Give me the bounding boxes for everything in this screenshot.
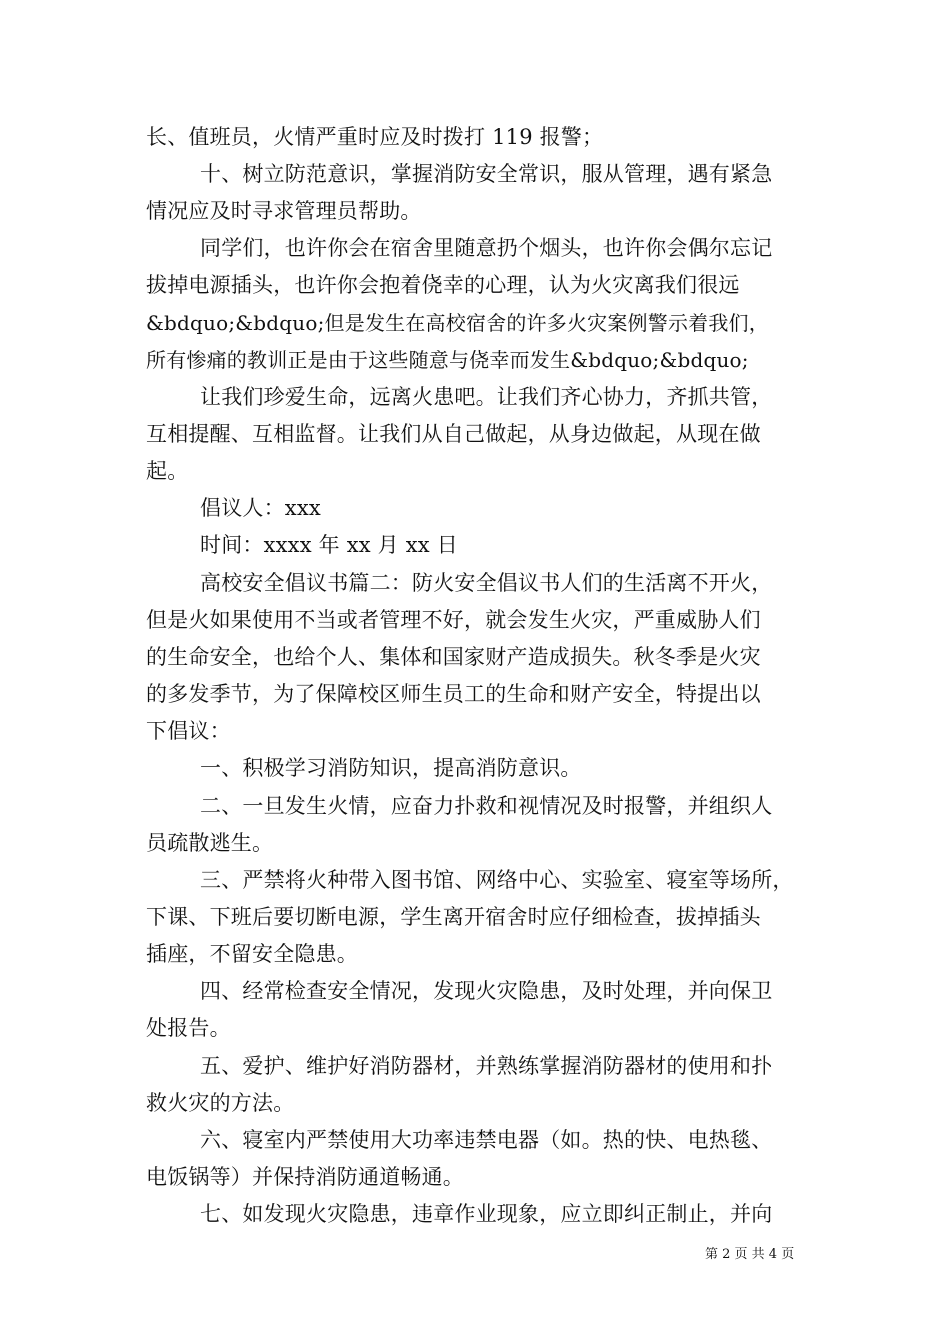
- text-line: 员疏散逃生。: [146, 831, 274, 855]
- text-line: 高校安全倡议书篇二：防火安全倡议书人们的生活离不开火，: [200, 571, 773, 595]
- text-line: 同学们，也许你会在宿舍里随意扔个烟头，也许你会偶尔忘记: [200, 236, 773, 260]
- text-line: 十、树立防范意识，掌握消防安全常识，服从管理，遇有紧急: [200, 162, 773, 186]
- text-line: 互相提醒、互相监督。让我们从自己做起，从身边做起，从现在做: [146, 422, 761, 446]
- date-line: 时间：xxxx 年 xx 月 xx 日: [200, 533, 458, 557]
- text-line: 插座，不留安全隐患。: [146, 942, 358, 966]
- text-line: 所有惨痛的教训正是由于这些随意与侥幸而发生&bdquo;&bdquo;: [146, 348, 749, 372]
- text-line: 下课、下班后要切断电源，学生离开宿舍时应仔细检查，拔掉插头: [146, 905, 761, 929]
- text-line: &bdquo;&bdquo;但是发生在高校宿舍的许多火灾案例警示着我们，: [146, 311, 769, 335]
- text-line: 电饭锅等）并保持消防通道畅通。: [146, 1165, 464, 1189]
- text-line: 下倡议：: [146, 719, 231, 743]
- text-line: 的生命安全，也给个人、集体和国家财产造成损失。秋冬季是火灾: [146, 645, 761, 669]
- text-line: 但是火如果使用不当或者管理不好，就会发生火灾，严重威胁人们: [146, 608, 761, 632]
- text-line: 七、如发现火灾隐患，违章作业现象，应立即纠正制止，并向: [200, 1202, 773, 1226]
- text-line: 情况应及时寻求管理员帮助。: [146, 199, 422, 223]
- text-line: 二、一旦发生火情，应奋力扑救和视情况及时报警，并组织人: [200, 794, 773, 818]
- text-line: 处报告。: [146, 1016, 231, 1040]
- text-line: 起。: [146, 459, 189, 483]
- text-line: 救火灾的方法。: [146, 1091, 295, 1115]
- text-line: 六、寝室内严禁使用大功率违禁电器（如。热的快、电热毯、: [200, 1128, 773, 1152]
- text-line: 五、爱护、维护好消防器材，并熟练掌握消防器材的使用和扑: [200, 1054, 773, 1078]
- signatory-line: 倡议人：xxx: [200, 496, 321, 520]
- page-number: 第 2 页 共 4 页: [705, 1247, 795, 1262]
- text-line: 三、严禁将火种带入图书馆、网络中心、实验室、寝室等场所，: [200, 868, 794, 892]
- text-line: 一、积极学习消防知识，提高消防意识。: [200, 756, 582, 780]
- text-line: 拔掉电源插头，也许你会抱着侥幸的心理，认为火灾离我们很远: [146, 273, 740, 297]
- text-line: 让我们珍爱生命，远离火患吧。让我们齐心协力，齐抓共管，: [200, 385, 773, 409]
- text-line: 的多发季节，为了保障校区师生员工的生命和财产安全，特提出以: [146, 682, 761, 706]
- text-line: 长、值班员，火情严重时应及时拨打 119 报警；: [146, 125, 604, 149]
- text-line: 四、经常检查安全情况，发现火灾隐患，及时处理，并向保卫: [200, 979, 773, 1003]
